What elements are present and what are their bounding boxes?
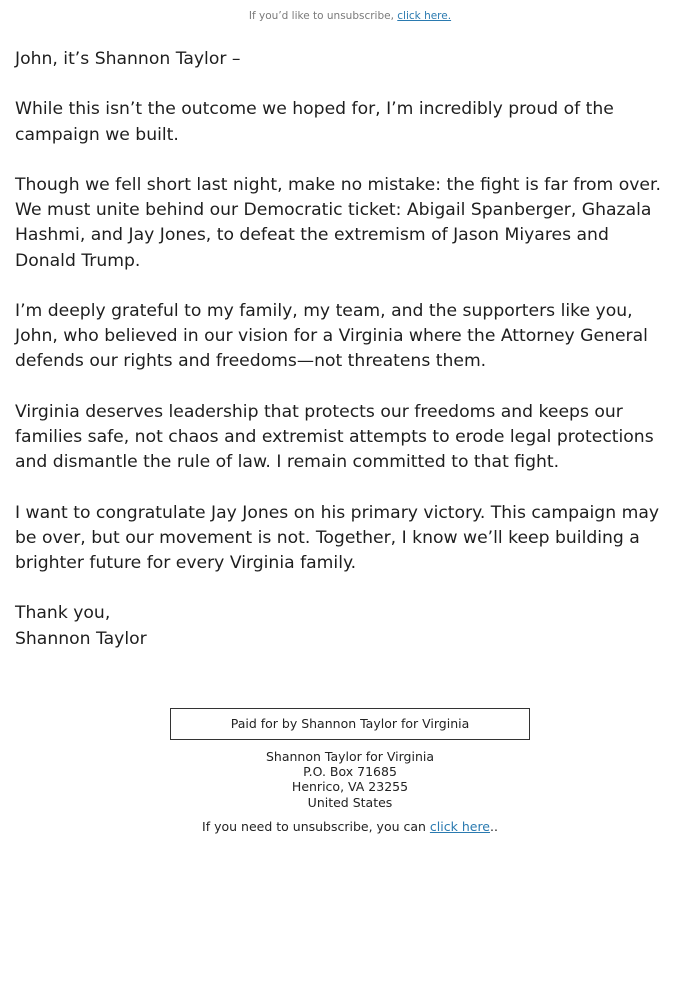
letter-body (15, 47, 675, 652)
preheader-text: If you’d like to unsubscribe, (248, 10, 398, 22)
address-city-state-zip: Henrico, VA 23255 (291, 779, 409, 795)
footer-unsubscribe-suffix: .. (490, 819, 498, 834)
letter-paragraph: I want to congratulate Jay Jones on his primary victory. This campaign may be over, but our movement is not. Together, I know we’ll keep building a brighter future for every Virginia family. (15, 502, 660, 573)
address-org: Shannon Taylor for Virginia (265, 749, 435, 764)
preheader-unsubscribe (0, 10, 700, 22)
letter-signoff (15, 601, 675, 651)
footer-unsubscribe-link[interactable]: click here (429, 819, 490, 834)
letter-paragraph: While this isn’t the outcome we hoped for, I’m incredibly proud of the campaign we built. (15, 99, 614, 145)
preheader-unsubscribe-link[interactable]: click here. (397, 10, 452, 22)
address-po-box: P.O. Box 71685 (303, 764, 397, 780)
mailing-address (0, 749, 700, 810)
letter-paragraph: I’m deeply grateful to my family, my team, and the supporters like you, John, who believed in our vision for a Virginia where the Attorney General defends our rights and freedoms—not threatens them. (15, 300, 648, 372)
letter-greeting: John, it’s Shannon Taylor – (15, 49, 241, 69)
address-country: United States (307, 794, 393, 810)
paid-for-disclaimer: Paid for by Shannon Taylor for Virginia (170, 708, 530, 740)
footer-unsubscribe-text: If you need to unsubscribe, you can (202, 819, 430, 834)
letter-paragraph: Though we fell short last night, make no mistake: the fight is far from over. We must unite behind our Democratic ticket: Abigail Spanberger, Ghazala Hashmi, and Jay Jones, to defeat the extremism of Jason Miyares and Donald Trump. (15, 174, 661, 271)
letter-signature: Shannon Taylor (15, 628, 147, 649)
letter-closing: Thank you, (15, 603, 111, 624)
letter-paragraph: Virginia deserves leadership that protects our freedoms and keeps our families safe, not chaos and extremist attempts to erode legal protections and dismantle the rule of law. I remain committed to that fight. (15, 401, 654, 473)
footer-unsubscribe (0, 819, 700, 834)
